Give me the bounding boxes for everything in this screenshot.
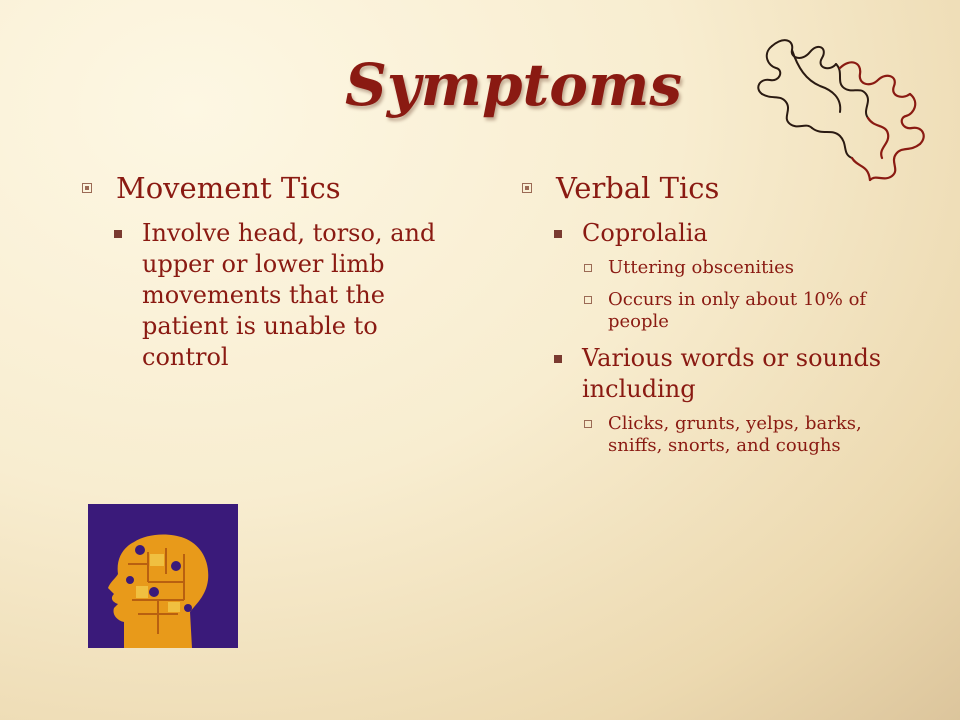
puzzle-head-image <box>88 504 238 648</box>
sub-list-item <box>584 413 892 457</box>
hollow-square-bullet-icon <box>584 413 596 435</box>
list-item-text: Coprolalia <box>582 219 708 247</box>
hollow-square-bullet-icon <box>584 257 596 279</box>
list-item-text: Involve head, torso, and upper or lower limb movements that the patient is unable to control <box>142 219 436 371</box>
filled-square-bullet-icon <box>114 218 128 249</box>
bullet-heading-movement-tics <box>82 168 467 208</box>
list-item-text: Various words or sounds including <box>582 344 882 403</box>
list-item <box>554 218 892 249</box>
square-bullet-icon <box>522 168 544 208</box>
sub-list-item-text: Occurs in only about 10% of people <box>608 289 867 332</box>
puzzle-piece-outline-icon <box>732 28 934 188</box>
heading-text: Movement Tics <box>116 171 341 205</box>
list-item <box>114 218 467 373</box>
sub-list-item-text: Clicks, grunts, yelps, barks, sniffs, snorts, and coughs <box>608 413 862 456</box>
filled-square-bullet-icon <box>554 218 568 249</box>
list-item <box>554 343 892 405</box>
left-column <box>82 168 467 381</box>
right-column <box>522 168 892 467</box>
bullet-heading-verbal-tics <box>522 168 892 208</box>
sub-list-item-text: Uttering obscenities <box>608 257 795 278</box>
sub-list-item <box>584 257 892 279</box>
sub-list-item <box>584 289 892 333</box>
square-bullet-icon <box>82 168 104 208</box>
hollow-square-bullet-icon <box>584 289 596 311</box>
filled-square-bullet-icon <box>554 343 568 374</box>
heading-text: Verbal Tics <box>556 171 720 205</box>
slide-title: Symptoms <box>345 51 683 119</box>
